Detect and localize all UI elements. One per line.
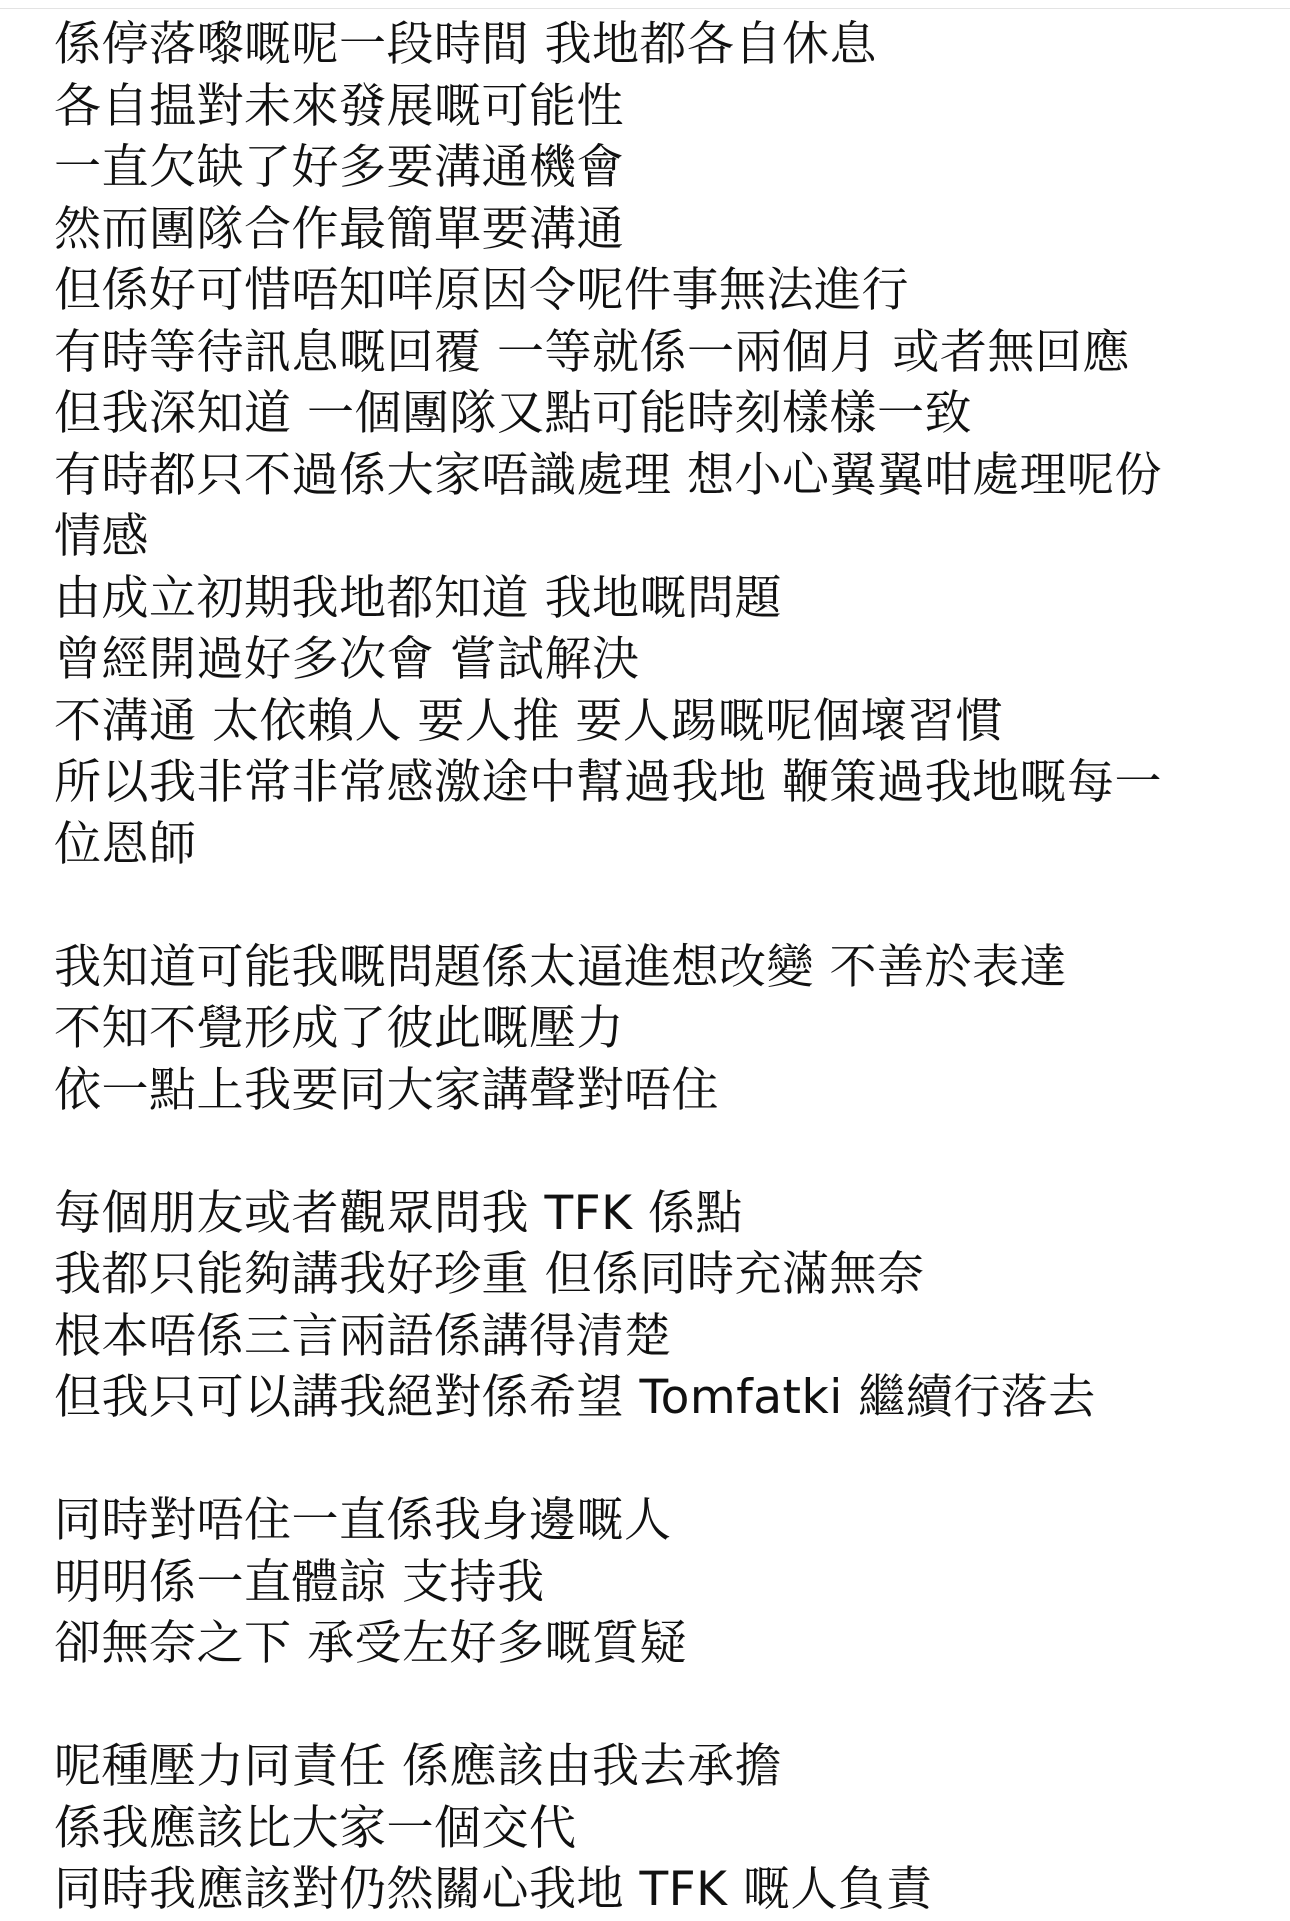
text-line: 不溝通 太依賴人 要人推 要人踢嘅呢個壞習慣 bbox=[54, 693, 1003, 749]
text-line: 係停落嚟嘅呢一段時間 我地都各自休息 bbox=[54, 17, 877, 72]
text-line: 同時對唔住一直係我身邊嘅人 bbox=[54, 1493, 672, 1548]
text-line: 但我深知道 一個團隊又點可能時刻樣樣一致 bbox=[54, 386, 972, 441]
text-line: 卻無奈之下 承受左好多嘅質疑 bbox=[54, 1616, 687, 1671]
text-line: 每個朋友或者觀眾問我 TFK 係點 bbox=[54, 1185, 743, 1241]
paragraph-gap bbox=[54, 1429, 1234, 1491]
text-paragraph bbox=[54, 445, 1234, 568]
text-line: 有時都只不過係大家唔識處理 想小心翼翼咁處理呢份 bbox=[54, 447, 1162, 503]
text-line: 有時等待訊息嘅回覆 一等就係一兩個月 或者無回應 bbox=[54, 324, 1130, 380]
text-line: 我都只能夠講我好珍重 但係同時充滿無奈 bbox=[54, 1247, 925, 1302]
text-line: 我知道可能我嘅問題係太逼進想改變 不善於表達 bbox=[54, 939, 1067, 995]
post-text-body bbox=[54, 14, 1234, 1921]
paragraph-gap bbox=[54, 875, 1234, 937]
text-line: 呢種壓力同責任 係應該由我去承擔 bbox=[54, 1739, 782, 1794]
text-line: 一直欠缺了好多要溝通機會 bbox=[54, 140, 624, 195]
text-line: 同時我應該對仍然關心我地 TFK 嘅人負責 bbox=[54, 1862, 933, 1917]
top-divider bbox=[0, 8, 1290, 9]
text-line: 然而團隊合作最簡單要溝通 bbox=[54, 201, 624, 257]
text-line: 但我只可以講我絕對係希望 Tomfatki 繼續行落去 bbox=[54, 1370, 1096, 1425]
text-line: 曾經開過好多次會 嘗試解決 bbox=[54, 632, 640, 687]
text-line: 情感 bbox=[54, 509, 149, 564]
text-paragraph bbox=[54, 752, 1234, 875]
text-line: 不知不覺形成了彼此嘅壓力 bbox=[54, 1001, 624, 1056]
text-line: 明明係一直體諒 支持我 bbox=[54, 1554, 545, 1610]
text-line: 所以我非常非常感激途中幫過我地 鞭策過我地嘅每一 bbox=[54, 755, 1162, 810]
paragraph-gap bbox=[54, 1675, 1234, 1737]
text-line: 根本唔係三言兩語係講得清楚 bbox=[54, 1308, 672, 1364]
text-line: 但係好可惜唔知咩原因令呢件事無法進行 bbox=[54, 263, 909, 318]
text-line: 各自揾對未來發展嘅可能性 bbox=[54, 78, 624, 134]
text-line: 位恩師 bbox=[54, 816, 197, 872]
paragraph-gap bbox=[54, 1121, 1234, 1183]
text-line: 係我應該比大家一個交代 bbox=[54, 1800, 577, 1856]
text-line: 依一點上我要同大家講聲對唔住 bbox=[54, 1062, 719, 1118]
text-line: 由成立初期我地都知道 我地嘅問題 bbox=[54, 570, 782, 626]
